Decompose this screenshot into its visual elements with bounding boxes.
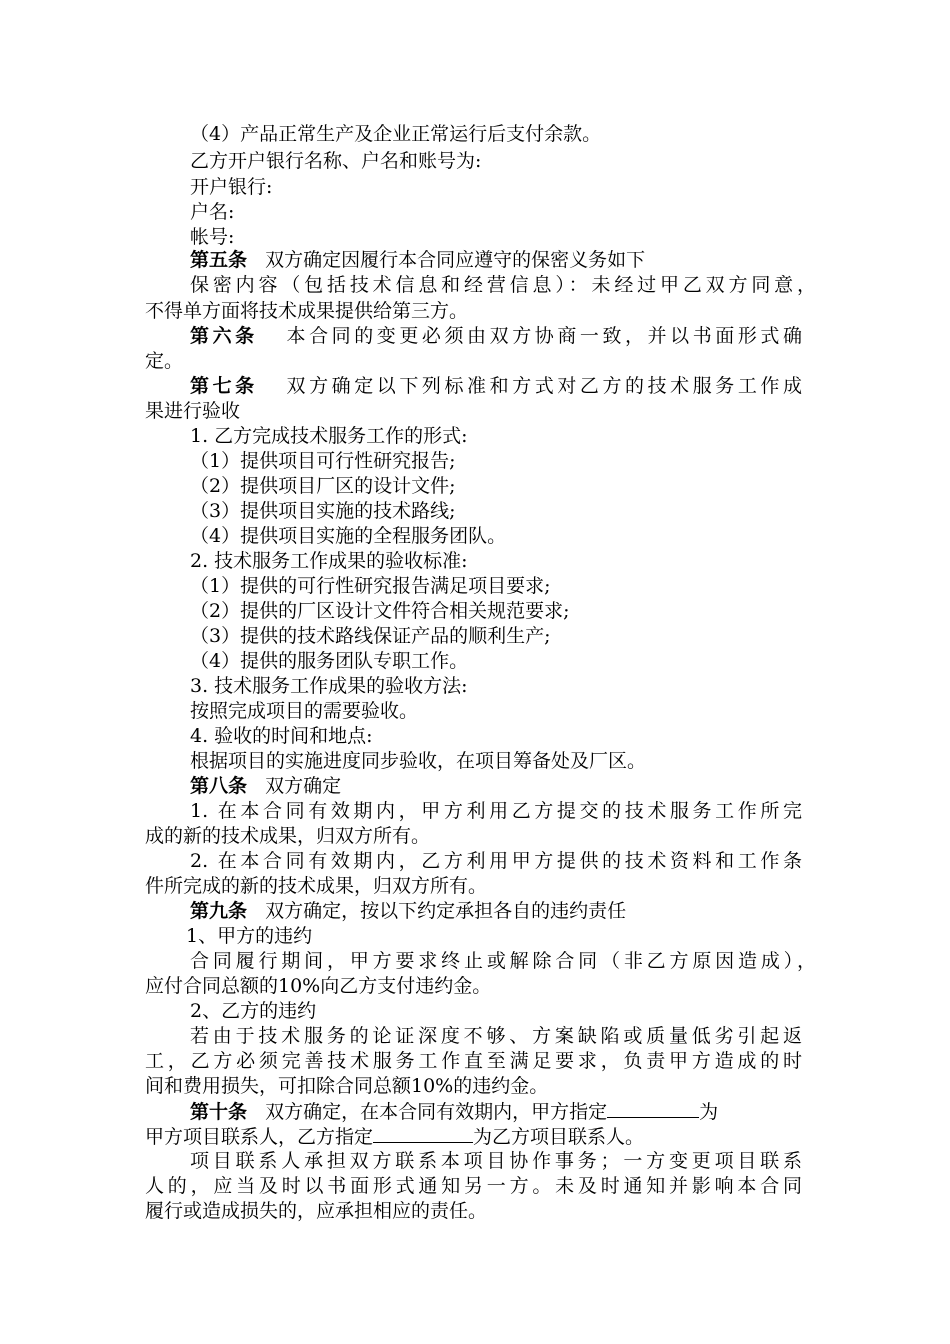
article-5-heading: 第五条 [190, 249, 248, 271]
list-heading-3: 3. 技术服务工作成果的验收方法: [190, 675, 468, 697]
article-5-text: 双方确定因履行本合同应遵守的保密义务如下 [265, 249, 646, 271]
bank-name-field: 开户银行: [190, 176, 273, 198]
payment-clause-4: （4）产品正常生产及企业正常运行后支付余款。 [190, 123, 602, 145]
list-heading-1: 1. 乙方完成技术服务工作的形式: [190, 425, 468, 447]
contact-duty-line-2: 人的，应当及时以书面形式通知另一方。未及时通知并影响本合同 [145, 1175, 802, 1197]
article-10-cont [145, 1124, 644, 1149]
article-7-text: 双方确定以下列标准和方式对乙方的技术服务工作成 [286, 375, 802, 397]
list-item: （1）提供的可行性研究报告满足项目要求; [190, 575, 551, 597]
list-item: （4）提供项目实施的全程服务团队。 [190, 525, 507, 547]
article-8-heading: 第八条 [190, 775, 248, 797]
article-10-text: 双方确定，在本合同有效期内，甲方指定 [265, 1101, 608, 1123]
party-b-breach-text-end: 间和费用损失，可扣除合同总额10%的违约金。 [145, 1075, 549, 1097]
acceptance-time-place: 根据项目的实施进度同步验收，在项目筹备处及厂区。 [190, 750, 647, 772]
article-9-text: 双方确定，按以下约定承担各自的违约责任 [265, 900, 627, 922]
confidentiality-line-1: 保密内容（包括技术信息和经营信息）：未经过甲乙双方同意， [190, 274, 816, 296]
article-10-cont-text: 甲方项目联系人，乙方指定 [145, 1126, 374, 1148]
article-6-text: 本合同的变更必须由双方协商一致，并以书面形式确 [286, 325, 802, 347]
bank-info-intro: 乙方开户银行名称、户名和账号为: [190, 150, 482, 172]
list-item: （2）提供的厂区设计文件符合相关规范要求; [190, 600, 570, 622]
ownership-clause-1: 1. 在本合同有效期内，甲方利用乙方提交的技术服务工作所完 [190, 800, 802, 822]
article-9 [190, 899, 626, 923]
article-10-cont-tail: 为乙方项目联系人。 [473, 1126, 645, 1148]
ownership-clause-2: 2. 在本合同有效期内，乙方利用甲方提供的技术资料和工作条 [190, 850, 802, 872]
article-5 [190, 248, 645, 272]
list-heading-4: 4. 验收的时间和地点: [190, 725, 373, 747]
contact-duty-line-3: 履行或造成损失的，应承担相应的责任。 [145, 1200, 488, 1222]
article-10-tail: 为 [699, 1101, 719, 1123]
article-10 [190, 1099, 718, 1124]
ownership-clause-1-cont: 成的新的技术成果，归双方所有。 [145, 825, 431, 847]
list-item: （2）提供项目厂区的设计文件; [190, 475, 456, 497]
ownership-clause-2-cont: 件所完成的新的技术成果，归双方所有。 [145, 875, 488, 897]
account-name-field: 户名: [190, 201, 235, 223]
party-a-breach-text: 合同履行期间，甲方要求终止或解除合同（非乙方原因造成）， [190, 950, 816, 972]
confidentiality-line-2: 不得单方面将技术成果提供给第三方。 [145, 300, 469, 322]
list-item: （4）提供的服务团队专职工作。 [190, 650, 469, 672]
article-9-heading: 第九条 [190, 900, 248, 922]
list-item: （3）提供的技术路线保证产品的顺利生产; [190, 625, 551, 647]
article-10-heading: 第十条 [190, 1101, 248, 1123]
article-7 [190, 374, 802, 398]
list-item: （1）提供项目可行性研究报告; [190, 450, 456, 472]
article-6 [190, 324, 802, 348]
party-b-contact-blank[interactable] [373, 1124, 473, 1143]
article-7-heading: 第七条 [190, 375, 258, 397]
contact-duty-line-1: 项目联系人承担双方联系本项目协作事务；一方变更项目联系 [190, 1150, 802, 1172]
list-item: （3）提供项目实施的技术路线; [190, 500, 456, 522]
article-7-cont: 果进行验收 [145, 400, 241, 422]
account-number-field: 帐号: [190, 226, 235, 248]
list-heading-2: 2. 技术服务工作成果的验收标准: [190, 550, 468, 572]
article-8-text: 双方确定 [265, 775, 342, 797]
article-6-cont: 定。 [145, 350, 184, 372]
article-8 [190, 774, 341, 798]
party-b-breach-text: 若由于技术服务的论证深度不够、方案缺陷或质量低劣引起返 [190, 1025, 802, 1047]
acceptance-method: 按照完成项目的需要验收。 [190, 700, 419, 722]
party-b-breach-text-cont: 工，乙方必须完善技术服务工作直至满足要求，负责甲方造成的时 [145, 1050, 802, 1072]
party-a-breach-text-cont: 应付合同总额的10%向乙方支付违约金。 [145, 975, 492, 997]
party-a-contact-blank[interactable] [607, 1099, 699, 1118]
party-b-breach-heading: 2、乙方的违约 [190, 1000, 317, 1022]
party-a-breach-heading: 1、甲方的违约 [186, 925, 313, 947]
article-6-heading: 第六条 [190, 325, 258, 347]
